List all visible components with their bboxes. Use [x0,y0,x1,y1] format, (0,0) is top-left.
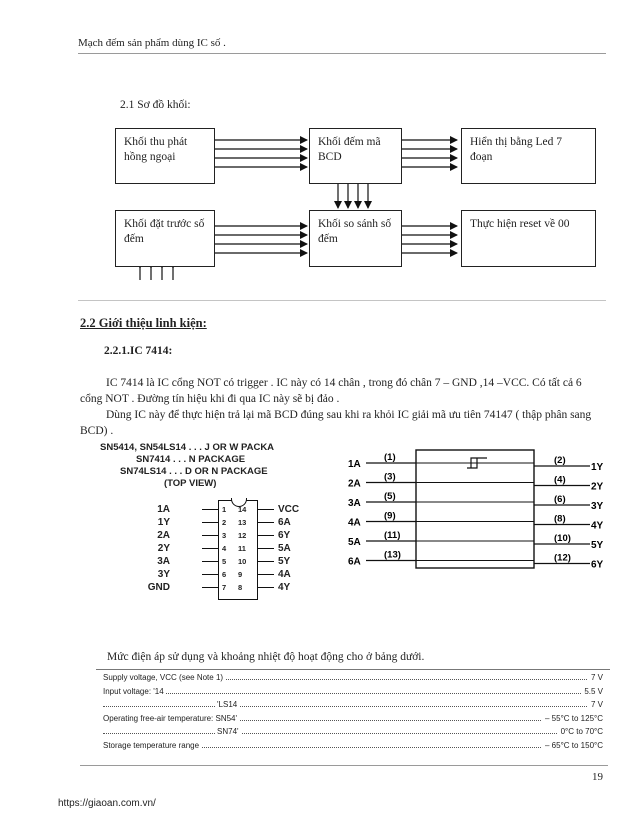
pin-name: 2A [157,530,170,541]
pin-lead [258,509,274,510]
rating-row [103,741,603,753]
pin-number: 4 [222,544,227,553]
rating-value: – 65°C to 150°C [542,741,603,750]
pin-number: 9 [238,570,243,579]
pin-lead [202,535,218,536]
pin-name: VCC [278,504,300,515]
pin-name: 5Y [278,556,291,567]
pin-right-8 [238,582,332,594]
section-divider [78,300,606,301]
input-pin-3A: (5) [384,491,396,502]
input-label-2A: 2A [348,478,361,490]
rating-label: Operating free-air temperature: SN54' [103,713,238,723]
footer-rule [80,765,608,766]
output-label-2Y: 2Y [591,481,604,493]
output-pin-3Y: (6) [554,494,566,505]
pin-number: 2 [222,518,227,527]
rating-row [103,714,603,726]
input-pin-2A: (3) [384,471,396,483]
pin-name: 3A [157,556,170,567]
pin-name: 6A [278,517,291,528]
pin-lead [202,509,218,510]
rating-row [103,687,603,699]
page-header-title: Mạch đếm sản phẩm dùng IC số . [78,37,226,49]
ratings-rule [96,669,610,670]
pin-right-10 [238,556,332,568]
input-pin-1A: (1) [384,452,396,463]
package-line-3: SN74LS14 . . . D OR N PACKAGE [120,466,268,477]
pin-name: 5A [278,543,291,554]
section-2-2-heading: 2.2 Giới thiệu linh kiện: [80,316,207,330]
package-line-4: (TOP VIEW) [164,478,217,489]
dot-leader [103,693,603,694]
rating-value: 0°C to 70°C [558,727,603,736]
pin-lead [258,535,274,536]
rating-row [103,727,603,739]
pin-number: 6 [222,570,227,579]
pin-left-4 [100,543,227,555]
rating-sublabel: 'LS14 [217,700,238,709]
pin-lead [202,561,218,562]
output-label-1Y: 1Y [591,462,604,473]
pin-lead [202,522,218,523]
block-display: Hiển thị bằng Led 7 đoạn [461,128,596,184]
pin-number: 14 [238,505,247,514]
rating-label: Supply voltage, VCC (see Note 1) [103,673,224,682]
input-label-4A: 4A [348,517,361,529]
output-label-4Y: 4Y [591,520,604,532]
footer-url[interactable]: https://giaoan.com.vn/ [58,798,156,809]
pin-left-7 [100,582,227,594]
pin-name: GND [147,582,170,593]
pin-number: 1 [222,505,227,514]
block-receiver: Khối thu phát hồng ngoại [115,128,215,184]
input-pin-5A: (11) [384,530,401,541]
rating-value: 5.5 V [581,687,603,696]
pin-number: 12 [238,531,247,540]
logic-diagram [346,444,608,576]
pin-number: 10 [238,557,247,566]
rating-value: 7 V [588,673,603,682]
input-label-5A: 5A [348,537,361,548]
package-pinout-diagram [100,442,332,602]
ic7414-usage: Dùng IC này để thực hiện trả lại mã BCD đúng sau khi ra khỏi IC giải mã ưu tiên 74147 ( thập phân sang BCD) . [80,409,592,437]
pin-number: 5 [222,557,227,566]
pin-lead [202,548,218,549]
block-compare: Khối so sánh số đếm [309,210,402,267]
package-line-1: SN5414, SN54LS14 . . . J OR W PACKA [100,442,275,453]
dot-leader [103,733,603,734]
input-label-3A: 3A [348,498,361,509]
header-rule [78,53,606,54]
pin-left-1 [100,504,227,516]
pin-right-9 [238,569,332,581]
rating-value: 7 V [588,700,603,709]
pin-lead [202,574,218,575]
input-label-6A: 6A [348,556,361,568]
pin-number: 7 [222,583,227,592]
pin-number: 11 [238,544,246,553]
pin-left-6 [100,569,227,581]
pin-number: 13 [238,518,247,527]
pin-number: 8 [238,583,243,592]
output-pin-4Y: (8) [554,513,566,525]
ic7414-description: IC 7414 là IC cổng NOT có trigger . IC này có 14 chân , trong đó chân 7 – GND ,14 –VCC. Có tất cả 6 cổng NOT . Đường tín hiệu khi đi qua IC này sẽ bị đảo . [80,377,582,405]
input-label-1A: 1A [348,459,361,470]
rating-row [103,673,603,685]
pin-right-13 [238,517,332,529]
rating-value: – 55°C to 125°C [542,714,603,723]
pin-number: 3 [222,531,227,540]
output-label-3Y: 3Y [591,501,604,512]
input-pin-6A: (13) [384,549,401,561]
pin-right-12 [238,530,332,542]
block-preset: Khối đặt trước số đếm [115,210,215,267]
dot-leader [103,706,603,707]
pin-name: 6Y [278,530,291,541]
pin-right-11 [238,543,332,555]
ratings-intro: Mức điện áp sử dụng và khoảng nhiệt độ hoạt động cho ở bảng dưới. [107,651,425,663]
pin-right-14 [238,504,332,516]
pin-name: 1A [157,504,170,515]
pin-name: 3Y [157,569,170,580]
page-number: 19 [592,771,603,783]
pin-lead [258,561,274,562]
rating-sublabel: SN74' [217,727,239,736]
output-pin-6Y: (12) [554,552,571,564]
pin-name: 4A [278,569,291,580]
pin-lead [258,548,274,549]
pin-lead [258,522,274,523]
subsection-ic7414-heading: 2.2.1.IC 7414: [104,345,173,357]
output-label-5Y: 5Y [591,540,604,551]
pin-lead [258,574,274,575]
output-pin-2Y: (4) [554,474,566,486]
output-pin-1Y: (2) [554,455,566,466]
pin-name: 4Y [278,582,291,593]
pin-left-2 [100,517,227,529]
pin-left-3 [100,530,227,542]
block-reset: Thực hiện reset về 00 [461,210,596,267]
pin-name: 2Y [157,543,170,554]
input-pin-4A: (9) [384,510,396,522]
section-2-1-heading: 2.1 Sơ đồ khối: [120,99,191,111]
rating-label: Storage temperature range [103,740,200,750]
rating-label: Input voltage: '14 [103,686,164,696]
pin-left-5 [100,556,227,568]
output-label-6Y: 6Y [591,559,604,571]
rating-row [103,700,603,712]
pin-name: 1Y [157,517,170,528]
block-counter: Khối đếm mã BCD [309,128,402,184]
pin-lead [202,587,218,588]
output-pin-5Y: (10) [554,533,571,544]
pin-lead [258,587,274,588]
package-line-2: SN7414 . . . N PACKAGE [136,454,246,465]
